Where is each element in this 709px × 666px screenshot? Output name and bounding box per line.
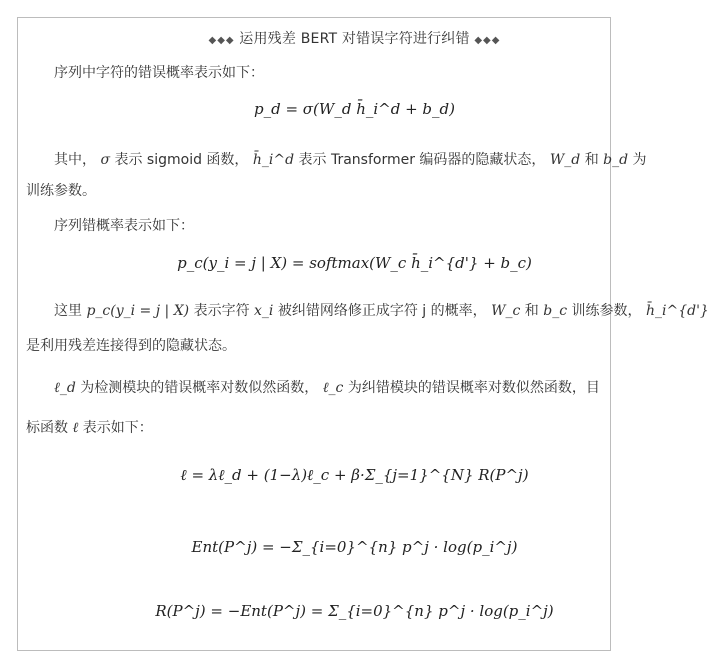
math-total-loss: ℓ — [72, 420, 79, 436]
math-hidden-state: h̄_i^{d'} — [645, 303, 709, 319]
equation-text: ℓ = λℓ_d + (1−λ)ℓ_c + β·Σ_{j=1}^{N} R(P^j) — [180, 466, 529, 484]
paragraph-loss-intro — [54, 378, 600, 398]
text-segment: 其中， — [54, 152, 96, 168]
text-segment: 和 — [584, 152, 599, 168]
text-segment: 为纠错模块的错误概率对数似然函数，目 — [347, 380, 600, 396]
document-title — [0, 28, 709, 48]
paragraph-correction-explanation — [54, 301, 709, 321]
paragraph-variable-definitions-cont: 训练参数。 — [26, 183, 96, 199]
math-correction-prob: p_c(y_i = j | X) — [86, 303, 190, 319]
text-segment: 为 — [632, 152, 647, 168]
math-weight: W_d — [549, 152, 581, 168]
text-segment: 和 — [524, 303, 539, 319]
math-weight: W_c — [491, 303, 521, 319]
math-bias: b_d — [603, 152, 629, 168]
title-decoration-left: ◆◆◆ — [208, 35, 235, 46]
math-hidden-state: h̄_i^d — [252, 152, 295, 168]
text-segment: 标函数 — [26, 420, 68, 436]
equation-correction-prob — [0, 254, 709, 272]
text-segment: 训练参数， — [571, 303, 642, 319]
math-bias: b_c — [543, 303, 568, 319]
title-decoration-right: ◆◆◆ — [474, 35, 501, 46]
text-segment: 表示 Transformer 编码器的隐藏状态， — [298, 152, 546, 168]
equation-entropy — [0, 538, 709, 556]
paragraph-variable-definitions — [54, 150, 647, 170]
text-segment: 表示如下： — [82, 420, 153, 436]
text-segment: 这里 — [54, 303, 82, 319]
paragraph-correction-explanation-cont: 是利用残差连接得到的隐藏状态。 — [26, 338, 236, 354]
equation-total-loss — [0, 466, 709, 485]
math-sigma: σ — [100, 152, 111, 168]
text-segment: 表示字符 — [193, 303, 250, 319]
text-segment: 表示 sigmoid 函数， — [114, 152, 249, 168]
paragraph-loss-intro-cont — [26, 418, 153, 438]
text-segment: 被纠错网络修正成字符 j 的概率， — [277, 303, 487, 319]
paragraph-correction-intro: 序列错概率表示如下： — [54, 218, 194, 234]
equation-text: R(P^j) = −Ent(P^j) = Σ_{i=0}^{n} p^j · log(p_i^j) — [155, 602, 554, 620]
equation-text: p_d = σ(W_d h̄_i^d + b_d) — [254, 100, 455, 118]
paragraph-detection-intro: 序列中字符的错误概率表示如下： — [54, 65, 264, 81]
equation-regularizer — [0, 602, 709, 620]
math-detection-loss: ℓ_d — [54, 380, 76, 396]
text-segment: 为检测模块的错误概率对数似然函数， — [80, 380, 319, 396]
equation-detection-prob — [0, 100, 709, 118]
equation-text: Ent(P^j) = −Σ_{i=0}^{n} p^j · log(p_i^j) — [191, 538, 518, 556]
equation-text: p_c(y_i = j | X) = softmax(W_c h̄_i^{d'} + b_c) — [177, 254, 532, 272]
math-char: x_i — [254, 303, 274, 319]
title-text: 运用残差 BERT 对错误字符进行纠错 — [239, 31, 470, 47]
math-correction-loss: ℓ_c — [322, 380, 344, 396]
